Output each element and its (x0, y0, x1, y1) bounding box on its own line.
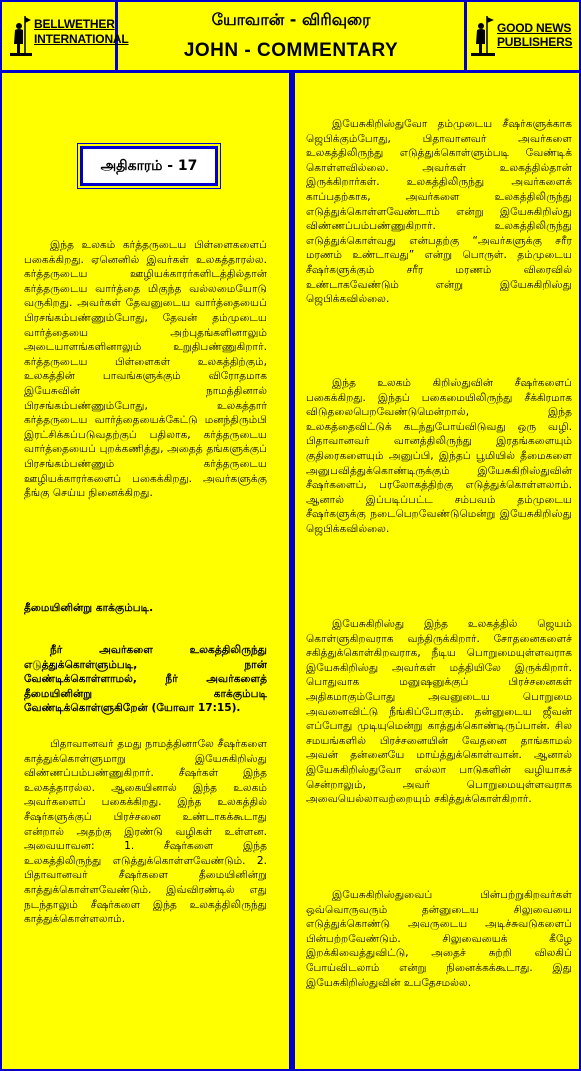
right-paragraph-3 (306, 617, 572, 807)
right-column (292, 73, 581, 1069)
verse-quote-text: நீர் அவர்களை உலகத்திலிருந்து எடுத்துக்கொள்ளும்படி, நான் வேண்டிக்கொள்ளாமல், நீர் அவர்களைத் தீமையினின்று காக்கும்படி வேண்டிக்கொள்ளுகிறேன் (யோவா 17:15). (24, 644, 267, 715)
shepherd-with-flag-icon (10, 14, 32, 56)
header-right-cell (467, 2, 579, 70)
right-paragraph-2-text: இந்த உலகம் கிறிஸ்துவின் சீஷர்களைப் பகைக்கிறது. இந்தப் பகைமையிலிருந்து சீக்கிரமாக விடுதலைபெறவேண்டுமென்றால், இந்த உலகத்தைவிட்டுக் கடந்துபோய்விடுவது ஒரு வழி. பிதாவானவர் வானத்திலிருந்து இரதங்களையும் குதிரைகளையும் அனுப்பி, இந்தப் பூமியில் தீமைகளை அனுபவித்துக்கொண்டிருக்கும் இயேசுகிறிஸ்துவின் சீஷர்களைப், பரலோகத்திற்கு எடுத்துக்கொள்ளலாம். ஆனால் இப்படிப்பட்ட சம்பவம் தம்முடைய சீஷர்களுக்கு நடைபெறவேண்டுமென்று இயேசுகிறிஸ்து ஜெபிக்கவில்லை. (306, 377, 572, 535)
subheading-text: தீமையினின்று காக்கும்படி. (24, 602, 154, 614)
right-paragraph-1 (306, 117, 572, 307)
shepherd-with-flag-icon (471, 14, 495, 56)
left-paragraph-2-text: பிதாவானவர் தமது நாமத்தினாலே சீஷர்களை காத்துக்கொள்ளுமாறு இயேசுகிறிஸ்து விண்ணப்பம்பண்ணுகிறார். சீஷர்கள் இந்த உலகத்தாரல்ல. ஆகையினால் இந்த உலகம் அவர்களைப் பகைக்கிறது. இந்த உலகத்தில் சீஷர்களுக்குப் பிரச்சனை உண்டாகக்கூடாது என்றால் அதற்கு இரண்டு வழிகள் உள்ளன. அவையாவன: 1. சீஷர்களை இந்த உலகத்திலிருந்து எடுத்துக்கொள்ளவேண்டும். 2. பிதாவானவர் சீஷர்களை தீமையினின்று காத்துக்கொள்ளவேண்டும். இவ்விரண்டில் எது நடந்தாலும் சீஷர்களை இந்த உலகத்திலிருந்து காத்துக்கொள்ளலாம். (24, 738, 267, 926)
right-paragraph-4 (306, 888, 572, 990)
right-paragraph-2 (306, 376, 572, 537)
header (2, 2, 579, 73)
header-left-cell (2, 2, 129, 70)
left-paragraph-1 (24, 238, 267, 501)
good-news-logo-line1: GOOD NEWS (497, 21, 572, 35)
chapter-label-box: அதிகாரம் - 17 (80, 146, 218, 186)
bellwether-logo-line2: INTERNATIONAL (34, 32, 129, 46)
left-paragraph-1-text: இந்த உலகம் கர்த்தருடைய பிள்ளைகளைப் பகைக்கிறது. ஏனெனில் இவர்கள் உலகத்தாரல்ல. கர்த்தருடைய ஊழியக்காரர்களிடத்தில்தான் கர்த்தருடைய வார்த்தை மிகுந்த வல்லமையோடு வருகிறது. அவர்கள் தேவனுடைய வார்த்தையைப் பிரசங்கம்பண்ணும்போது, தேவன் தம்முடைய வார்த்தையை அற்புதங்களினாலும் அடையாளங்களினாலும் உறுதிபண்ணுகிறார். கர்த்தருடைய பிள்ளைகள் உலகத்திற்கும், உலகத்தின் பாவங்களுக்கும் விரோதமாக இயேசுவின் நாமத்தினால் பிரசங்கம்பண்ணும்போது, உலகத்தார் கர்த்தருடைய வார்த்தையைக்கேட்டு மனந்திரும்பி இரட்சிக்கப்படுவதற்குப் பதிலாக, கர்த்தருடைய வார்த்தையைப் புறக்கணித்து, அதைத் தங்களுக்குப் பிரசங்கம்பண்ணும் கர்த்தருடைய ஊழியக்காரர்களைப் பகைக்கிறது. அவர்களுக்கு தீங்கு செய்ய நினைக்கிறது. (24, 239, 267, 500)
header-title-cell (118, 2, 467, 70)
verse-quote (24, 643, 267, 716)
right-paragraph-4-text: இயேசுகிறிஸ்துவைப் பின்பற்றுகிறவர்கள் ஒவ்வொருவரும் தன்னுடைய சிலுவையை எடுத்துக்கொண்டு அவருடைய அடிச்சுவடுகளைப் பின்பற்றவேண்டும். சிலுவையைக் கீழே இறக்கிவைத்துவிட்டு, அதைச் சுற்றி விலகிப் போய்விடலாம் என்று நினைக்கக்கூடாது. இது இயேசுகிறிஸ்துவின் உபதேசமல்ல. (306, 889, 572, 989)
bellwether-logo-line1: BELLWETHER (34, 17, 115, 31)
left-column (2, 73, 292, 1069)
right-paragraph-1-text: இயேசுகிறிஸ்துவோ தம்முடைய சீஷர்களுக்காக ஜெபிக்கும்போது, பிதாவானவர் அவர்களை உலகத்திலிருந்து எடுத்துக்கொள்ளும்படி வேண்டிக் கொள்ளவில்லை. அவர்கள் உலகத்தில்தான் இருக்கிறார்கள். உலகத்திலிருந்து அவர்களைக் காப்பதற்காக, அவர்களை உலகத்திலிருந்து எடுத்துக்கொள்ளவேண்டாம் என்று இயேசுகிறிஸ்து விண்ணப்பம்பண்ணுகிறார். உலகத்திலிருந்து எடுத்துக்கொள்வது என்பதற்கு “அவர்களுக்கு சரீர மரணம் உண்டாவது” என்று பொருள். தம்முடைய சீஷர்களுக்கும் சரீர மரணம் விரைவில் உண்டாகவேண்டும் என்று இயேசுகிறிஸ்து ஜெபிக்கவில்லை. (306, 118, 572, 306)
title-english: JOHN - COMMENTARY (183, 40, 399, 61)
left-paragraph-2 (24, 737, 267, 927)
good-news-logo-line2: PUBLISHERS (497, 35, 573, 49)
subheading (24, 601, 267, 616)
title-tamil: யோவான் - விரிவுரை (211, 10, 371, 29)
right-paragraph-3-text: இயேசுகிறிஸ்து இந்த உலகத்தில் ஜெயம் கொள்ளுகிறவராக வந்திருக்கிறார். சோதனைகளைச் சகித்துக்கொள்கிறவராக, நீடிய பொறுமையுள்ளவராக இயேசுகிறிஸ்து அவர்கள் மத்தியிலே இருக்கிறார். பொதுவாக மனுஷனுக்குப் பிரச்சனைகள் அதிகமாகும்போது அவனுடைய பொறுமை அவனைவிட்டு நீங்கிப்போகும். தன்னுடைய ஜீவன் எப்போது முடியுமென்று காத்துக்கொண்டிருப்பான். சில சமயங்களில் பிரச்சனையின் வேதனை தாங்காமல் அவன் தன்னையே மாய்த்துக்கொள்வான். ஆனால் இயேசுகிறிஸ்துவோ எல்லா பாடுகளின் வழியாகச் சென்றாலும், அவர் பொறுமையுள்ளவராக அவையெல்லாவற்றையும் சகித்துக்கொள்கிறார். (306, 618, 572, 806)
